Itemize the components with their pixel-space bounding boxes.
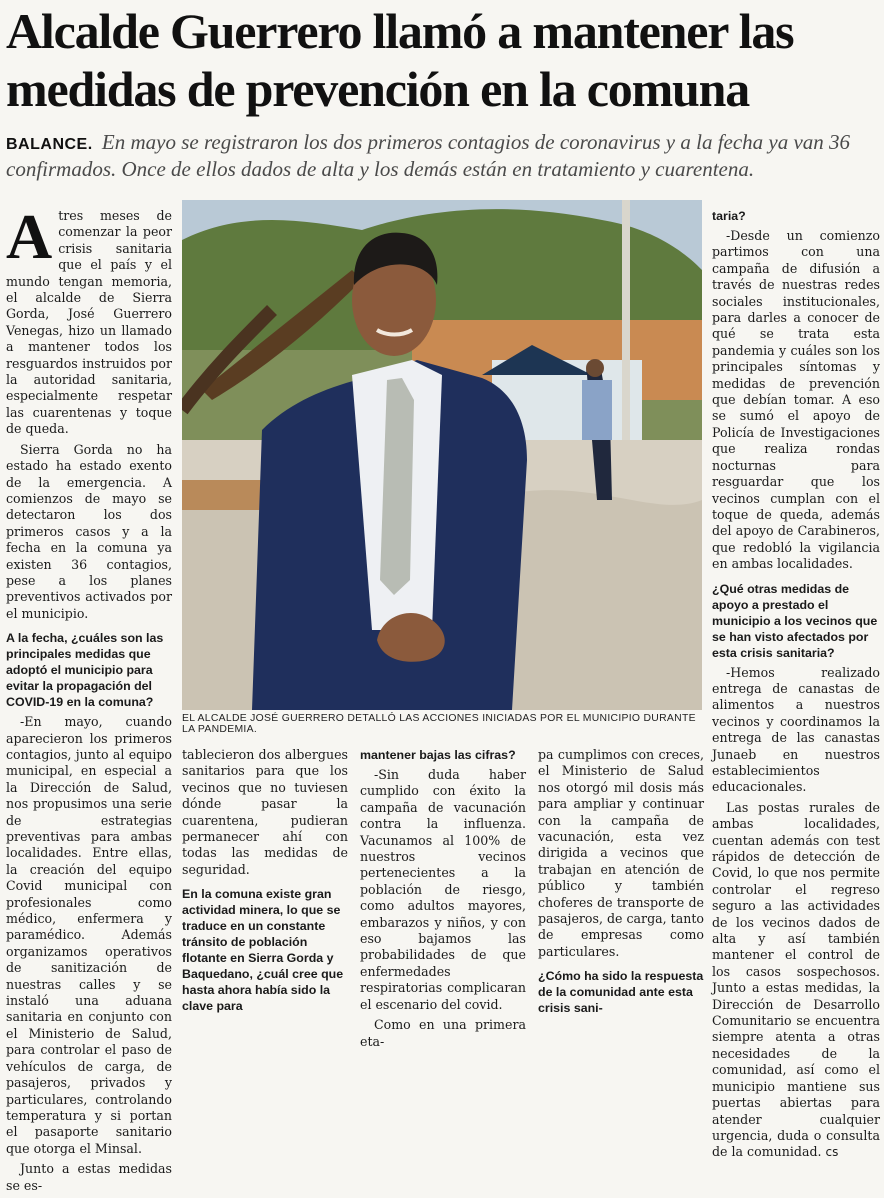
paragraph: pa cumplimos con creces, el Ministerio de Salud nos otorgó mil dosis más para ampliar y continuar con la campaña de vacunación, esta vez dirigida a vecinos que trabajan en atención de público y también choferes de transporte de pasajeros, de carga, tanto de empresas como particulares. <box>538 747 704 959</box>
drop-cap: A <box>6 201 53 272</box>
question-2-end: mantener bajas las cifras? <box>360 748 516 762</box>
paragraph: Sierra Gorda no ha estado ha estado exento de la emergencia. A comienzos de mayo se detectaron los dos primeros casos y a la fecha en la comuna ya existen 36 contagios, pese a los planes preventivos activados por el municipio. <box>6 441 172 621</box>
deck-kicker: BALANCE. <box>6 136 93 153</box>
column-3 <box>360 747 526 1054</box>
paragraph: Junto a estas medidas se es- <box>6 1161 172 1193</box>
question-3: ¿Cómo ha sido la respuesta de la comunidad ante esta crisis sani- <box>538 969 704 1016</box>
photo-mayor <box>182 200 702 710</box>
end-mark: cs <box>825 1145 839 1160</box>
column-1 <box>6 201 172 1198</box>
question-2: En la comuna existe gran actividad minera, lo que se traduce en un constante tránsito de población flotante en Sierra Gorda y Baquedano, ¿cuál cree que hasta ahora había sido la clave para <box>182 887 344 1014</box>
column-4 <box>538 747 704 1020</box>
question-1: A la fecha, ¿cuáles son las principales medidas que adoptó el municipio para evitar la propagación del COVID-19 en la comuna? <box>6 631 164 710</box>
deck-text: En mayo se registraron los dos primeros contagios de coronavirus y a la fecha ya van 36 confirmados. Once de ellos dados de alta y los demás están en tratamiento y cuarentena. <box>6 130 851 181</box>
answer-2: -Sin duda haber cumplido con éxito la campaña de vacunación contra la influenza. Vacunamos al 100% de nuestros vecinos pertenecientes a la población de riesgo, como adultos mayores, embarazos y niños, y con eso bajamos las probabilidades de que enfermedades respiratorias complicaran el escenario del covid. <box>360 767 526 1012</box>
deck <box>6 130 880 181</box>
column-5 <box>712 208 880 1165</box>
paragraph <box>712 800 880 1161</box>
answer-4: -Hemos realizado entrega de canastas de alimentos a nuestros vecinos y coordinamos la entrega de las canastas Junaeb en nuestros establecimientos educacionales. <box>712 664 880 795</box>
paragraph-text: Las postas rurales de ambas localidades, cuentan además con test rápidos de detección de Covid, lo que nos permite controlar el regreso seguro a las actividades de los vecinos dados de alta y así también mantener el control de los casos sospechosos. Junto a estas medidas, la Dirección de Desarrollo Comunitario se encuentra siempre atenta a otras necesidades de la comunidad, así como el municipio mantiene sus puertas abiertas para atender cualquier urgencia, duda o consulta de la comunidad. <box>712 799 880 1160</box>
lead-text: tres meses de comenzar la peor crisis sanitaria que el país y el mundo tengan memoria, el alcalde de Sierra Gorda, José Guerrero Venegas, hizo un llamado a mantener todos los resguardos instruidos por la autoridad sanitaria, especialmente respetar las cuarentenas y toque de queda. <box>6 208 172 437</box>
paragraph: tablecieron dos albergues sanitarios para que los vecinos que no tuviesen dónde pasar la cuarentena, pudieran permanecer ahí con todas las medidas de seguridad. <box>182 747 348 877</box>
column-2 <box>182 747 348 1018</box>
lead-paragraph <box>6 201 172 438</box>
photo-caption: EL ALCALDE JOSÉ GUERRERO DETALLÓ LAS ACCIONES INICIADAS POR EL MUNICIPIO DURANTE LA PANDEMIA. <box>182 713 696 735</box>
answer-3: -Desde un comienzo partimos con una campaña de difusión a través de nuestras redes sociales institucionales, para darles a conocer de qué se trata esta pandemia y cuáles son los principales síntomas y medidas de prevención que debían tomar. A eso se sumó el apoyo de Policía de Investigaciones que realiza rondas nocturnas para resguardar que los vecinos cumplan con el toque de queda, además del apoyo de Carabineros, que redobló la vigilancia en ambas localidades. <box>712 228 880 572</box>
question-4: ¿Qué otras medidas de apoyo a prestado el municipio a los vecinos que se han visto afectados por esta crisis sanitaria? <box>712 581 878 660</box>
photo-illustration <box>182 200 702 710</box>
paragraph: Como en una primera eta- <box>360 1017 526 1049</box>
question-3-end: taria? <box>712 209 746 223</box>
answer-1: -En mayo, cuando aparecieron los primeros contagios, junto al equipo municipal, en especial a la Dirección de Salud, nos propusimos una serie de estrategias preventivas para ambas localidades. Entre ellas, la creación del equipo Covid municipal con profesionales como médico, enfermera y paramédico. Además organizamos operativos de sanitización de nuestras calles y se instaló una aduana sanitaria en conjunto con el Ministerio de Salud, para controlar el paso de vehículos de carga, de pasajeros, privados y particulares, controlando temperatura y si portan el pasaporte sanitario que otorga el Minsal. <box>6 714 172 1156</box>
headline: Alcalde Guerrero llamó a mantener las medidas de prevención en la comuna <box>6 3 794 117</box>
